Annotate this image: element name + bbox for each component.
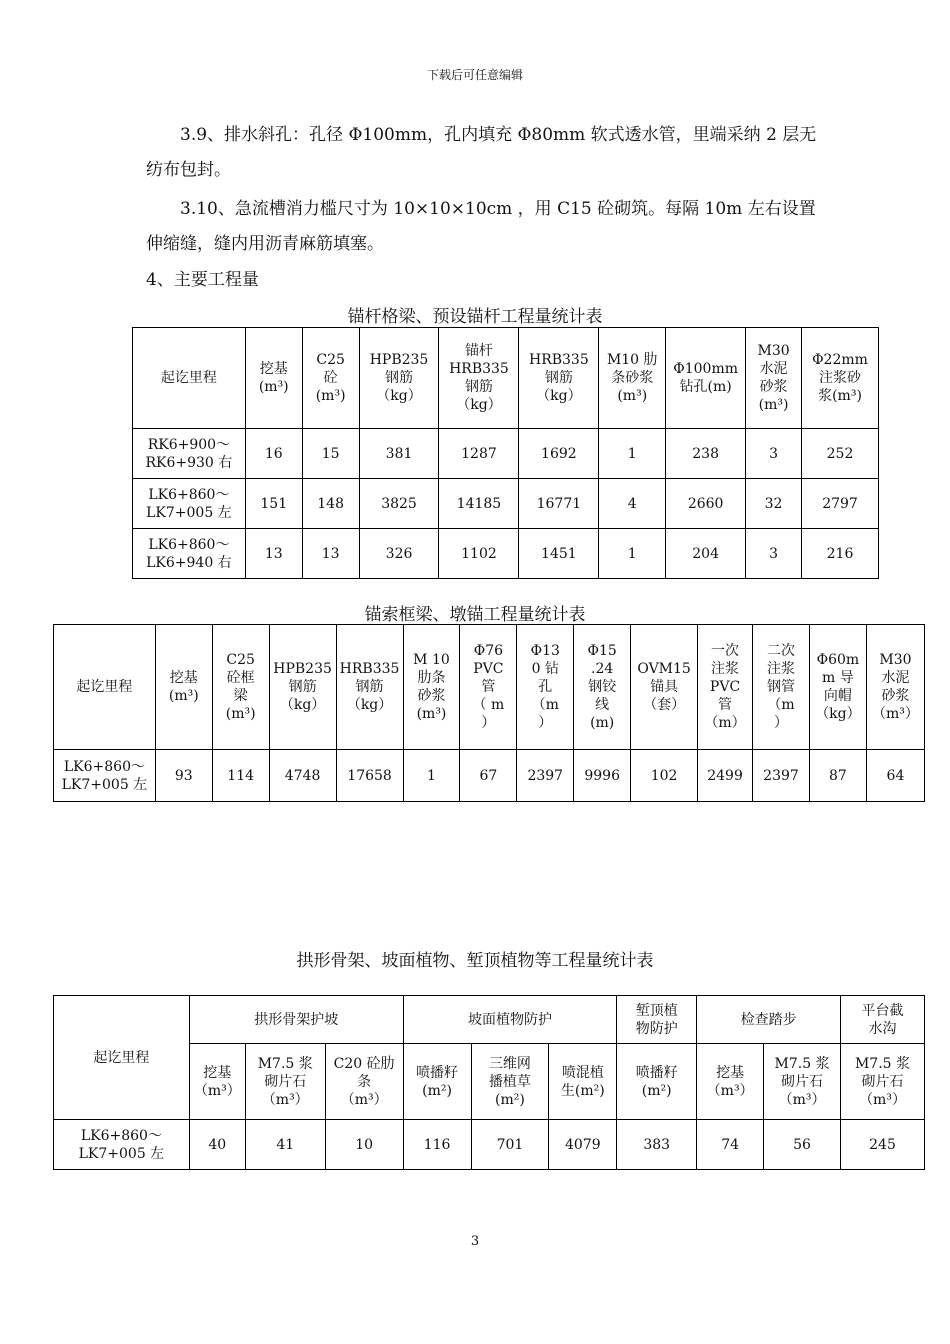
table-cell: 9996: [574, 750, 631, 802]
table-cell: 56: [764, 1120, 841, 1170]
section-heading-quantities: 4、主要工程量: [146, 270, 259, 290]
group-text: 平台截 水沟: [861, 1002, 904, 1037]
table3-group-header: [403, 996, 617, 1044]
table-cell: 1287: [439, 429, 519, 479]
subheader-text: 挖基 （m³）: [706, 1064, 754, 1099]
table3-group-header-row: [54, 996, 925, 1044]
table2-header-cell: [574, 625, 631, 750]
table3-row-label-header: 起讫里程: [54, 996, 190, 1120]
table2-header-cell: [54, 625, 156, 750]
subheader-text: M7.5 浆 砌片石 （m³）: [774, 1055, 830, 1108]
table3-subheader-cell: [471, 1044, 549, 1120]
table-cell: 252: [802, 429, 879, 479]
header-text: HPB235 钢筋 （kg）: [369, 352, 429, 404]
table3-subheader-cell: [245, 1044, 325, 1120]
table2-header-cell: [517, 625, 574, 750]
header-text: 挖基 (m³): [168, 670, 199, 704]
table3-group-header: [841, 996, 925, 1044]
table-cell: 16: [245, 429, 302, 479]
table2-header-row: [54, 625, 925, 750]
table-cell: 1: [599, 429, 666, 479]
table1-header-cell: [439, 328, 519, 429]
table1-header-cell: [802, 328, 879, 429]
table3-subheader-cell: [697, 1044, 764, 1120]
table-cell: 151: [245, 479, 302, 529]
table-cell: 4: [599, 479, 666, 529]
header-text: 二次 注浆 钢管 （m ）: [766, 643, 795, 731]
table2-header-cell: [753, 625, 810, 750]
table-row: [133, 529, 879, 579]
table1-header-cell: [133, 328, 246, 429]
table-cell: LK6+860～ LK7+005 左: [54, 1120, 190, 1170]
header-text: HRB335 钢筋 （kg）: [339, 661, 400, 713]
table3-subheader-cell: [403, 1044, 471, 1120]
table3-subheader-cell: [764, 1044, 841, 1120]
table3-subheader-cell: [325, 1044, 403, 1120]
header-text: M30 水泥 砂浆 (m³): [757, 343, 790, 413]
table3-caption: 拱形骨架、坡面植物、堑顶植物等工程量统计表: [296, 951, 654, 971]
table-cell: 13: [302, 529, 359, 579]
anchor-cable-quantity-table: [53, 624, 925, 802]
table-cell: 16771: [519, 479, 599, 529]
header-text: M30 水泥 砂浆 （m³）: [872, 652, 919, 722]
table3-subheader-cell: [617, 1044, 697, 1120]
table1-header-cell: [245, 328, 302, 429]
subheader-text: 挖基 （m³）: [193, 1064, 241, 1099]
header-text: 起讫里程: [76, 679, 133, 695]
table2-header-cell: [809, 625, 866, 750]
page-number: 3: [470, 1234, 480, 1249]
table-cell: LK6+860～ LK7+005 左: [54, 750, 156, 802]
table-cell: 245: [841, 1120, 925, 1170]
table-cell: 1451: [519, 529, 599, 579]
table1-header-cell: [746, 328, 802, 429]
header-text: C25 砼 (m³): [315, 352, 346, 404]
header-text: M10 肋 条砂浆 (m³): [606, 352, 658, 404]
table1-header-cell: [302, 328, 359, 429]
table-cell: 64: [866, 750, 924, 802]
table-row: [54, 750, 925, 802]
table-cell: 1: [403, 750, 460, 802]
table3-subheader-cell: [841, 1044, 925, 1120]
table2-header-cell: [336, 625, 403, 750]
table-cell: 41: [245, 1120, 325, 1170]
header-text: Φ13 0 钻 孔 （m ）: [530, 643, 560, 731]
header-text: Φ100mm 钻孔(m): [673, 361, 739, 395]
table2-header-cell: [460, 625, 517, 750]
table-cell: 204: [666, 529, 746, 579]
header-text: Φ76 PVC 管 （ m ）: [472, 643, 505, 731]
table2-header-cell: [698, 625, 753, 750]
table-cell: 381: [359, 429, 439, 479]
table-cell: LK6+860～ LK7+005 左: [133, 479, 246, 529]
header-text: 起讫里程: [160, 370, 217, 386]
paragraph-drain-hole: 3.9、排水斜孔：孔径 Φ100mm，孔内填充 Φ80mm 软式透水管，里端采纳 2 层无纺布包封。: [146, 125, 817, 180]
table-cell: 383: [617, 1120, 697, 1170]
table-cell: 13: [245, 529, 302, 579]
subheader-text: M7.5 浆 砌片石 （m³）: [854, 1055, 911, 1108]
group-text: 坡面植物防护: [467, 1011, 552, 1028]
table1-header-cell: [359, 328, 439, 429]
table1-header-cell: [519, 328, 599, 429]
table-cell: 1102: [439, 529, 519, 579]
table-cell: 87: [809, 750, 866, 802]
table-cell: 15: [302, 429, 359, 479]
table-cell: 17658: [336, 750, 403, 802]
table-cell: 116: [403, 1120, 471, 1170]
paragraph-chute-sill: 3.10、急流槽消力槛尺寸为 10×10×10cm ，用 C15 砼砌筑。每隔 10m 左右设置伸缩缝，缝内用沥青麻筋填塞。: [146, 199, 816, 254]
table-cell: 2397: [753, 750, 810, 802]
table1-header-cell: [666, 328, 746, 429]
header-text: 锚杆 HRB335 钢筋 （kg）: [449, 343, 509, 413]
table2-header-cell: [403, 625, 460, 750]
table-cell: 2397: [517, 750, 574, 802]
page-header: 下载后可任意编辑: [426, 68, 523, 82]
subheader-text: C20 砼肋 条 （m³）: [333, 1055, 395, 1108]
table3-group-header: [189, 996, 403, 1044]
table-row: [133, 429, 879, 479]
table-cell: 701: [471, 1120, 549, 1170]
table-cell: 148: [302, 479, 359, 529]
table1-header-cell: [599, 328, 666, 429]
table-cell: 32: [746, 479, 802, 529]
table-cell: 1692: [519, 429, 599, 479]
subheader-text: M7.5 浆 砌片石 （m³）: [257, 1055, 313, 1108]
table-cell: 3825: [359, 479, 439, 529]
table3-group-header: [617, 996, 697, 1044]
table-row: [54, 1120, 925, 1170]
table2-header-cell: [866, 625, 924, 750]
table2-header-cell: [212, 625, 269, 750]
table-cell: LK6+860～ LK6+940 右: [133, 529, 246, 579]
table-cell: 3: [746, 429, 802, 479]
group-text: 堑顶植 物防护: [635, 1002, 678, 1037]
table-cell: 3: [746, 529, 802, 579]
table2-header-cell: [155, 625, 212, 750]
table-cell: 93: [155, 750, 212, 802]
table-cell: 114: [212, 750, 269, 802]
header-text: HRB335 钢筋 （kg）: [528, 352, 589, 404]
subheader-text: 三维网 播植草 (m²): [488, 1055, 531, 1108]
table-cell: 40: [189, 1120, 245, 1170]
table-cell: 238: [666, 429, 746, 479]
table-cell: 2499: [698, 750, 753, 802]
table-cell: 216: [802, 529, 879, 579]
header-text: C25 砼框 梁 (m³): [225, 652, 256, 722]
table1-header-row: [133, 328, 879, 429]
table-cell: 102: [631, 750, 698, 802]
group-text: 检查踏步: [740, 1011, 797, 1028]
table-cell: RK6+900～ RK6+930 右: [133, 429, 246, 479]
anchor-beam-quantity-table: [132, 327, 879, 579]
table-cell: 67: [460, 750, 517, 802]
subheader-text: 喷播籽 (m²): [416, 1064, 459, 1099]
table2-header-cell: [631, 625, 698, 750]
header-text: Φ60m m 导 向帽 （kg）: [815, 652, 861, 722]
header-text: 一次 注浆 PVC 管 （m）: [704, 643, 746, 731]
table1-caption: 锚杆格梁、预设锚杆工程量统计表: [347, 307, 603, 327]
subheader-text: 喷混植 生(m²): [560, 1064, 605, 1099]
table-cell: 4748: [269, 750, 336, 802]
header-text: 挖基 (m³): [258, 361, 289, 395]
table-cell: 1: [599, 529, 666, 579]
header-text: M 10 肋条 砂浆 (m³): [413, 652, 450, 722]
header-text: Φ15 .24 钢铰 线 (m): [587, 643, 617, 731]
table3-subheader-cell: [189, 1044, 245, 1120]
table-cell: 14185: [439, 479, 519, 529]
table-cell: 10: [325, 1120, 403, 1170]
table3-subheader-cell: [549, 1044, 617, 1120]
header-text: OVM15 锚具 （套）: [637, 661, 691, 713]
table3-group-header: [697, 996, 841, 1044]
table-cell: 326: [359, 529, 439, 579]
table-cell: 4079: [549, 1120, 617, 1170]
header-text: HPB235 钢筋 （kg）: [273, 661, 332, 713]
arch-frame-vegetation-quantity-table: [53, 995, 925, 1170]
subheader-text: 喷播籽 (m²): [635, 1064, 678, 1099]
table2-caption: 锚索框梁、墩锚工程量统计表: [364, 605, 586, 625]
table-row: [133, 479, 879, 529]
table-cell: 2660: [666, 479, 746, 529]
group-text: 拱形骨架护坡: [254, 1011, 339, 1028]
header-text: Φ22mm 注浆砂 浆(m³): [812, 352, 868, 404]
table-cell: 74: [697, 1120, 764, 1170]
table-cell: 2797: [802, 479, 879, 529]
table2-header-cell: [269, 625, 336, 750]
